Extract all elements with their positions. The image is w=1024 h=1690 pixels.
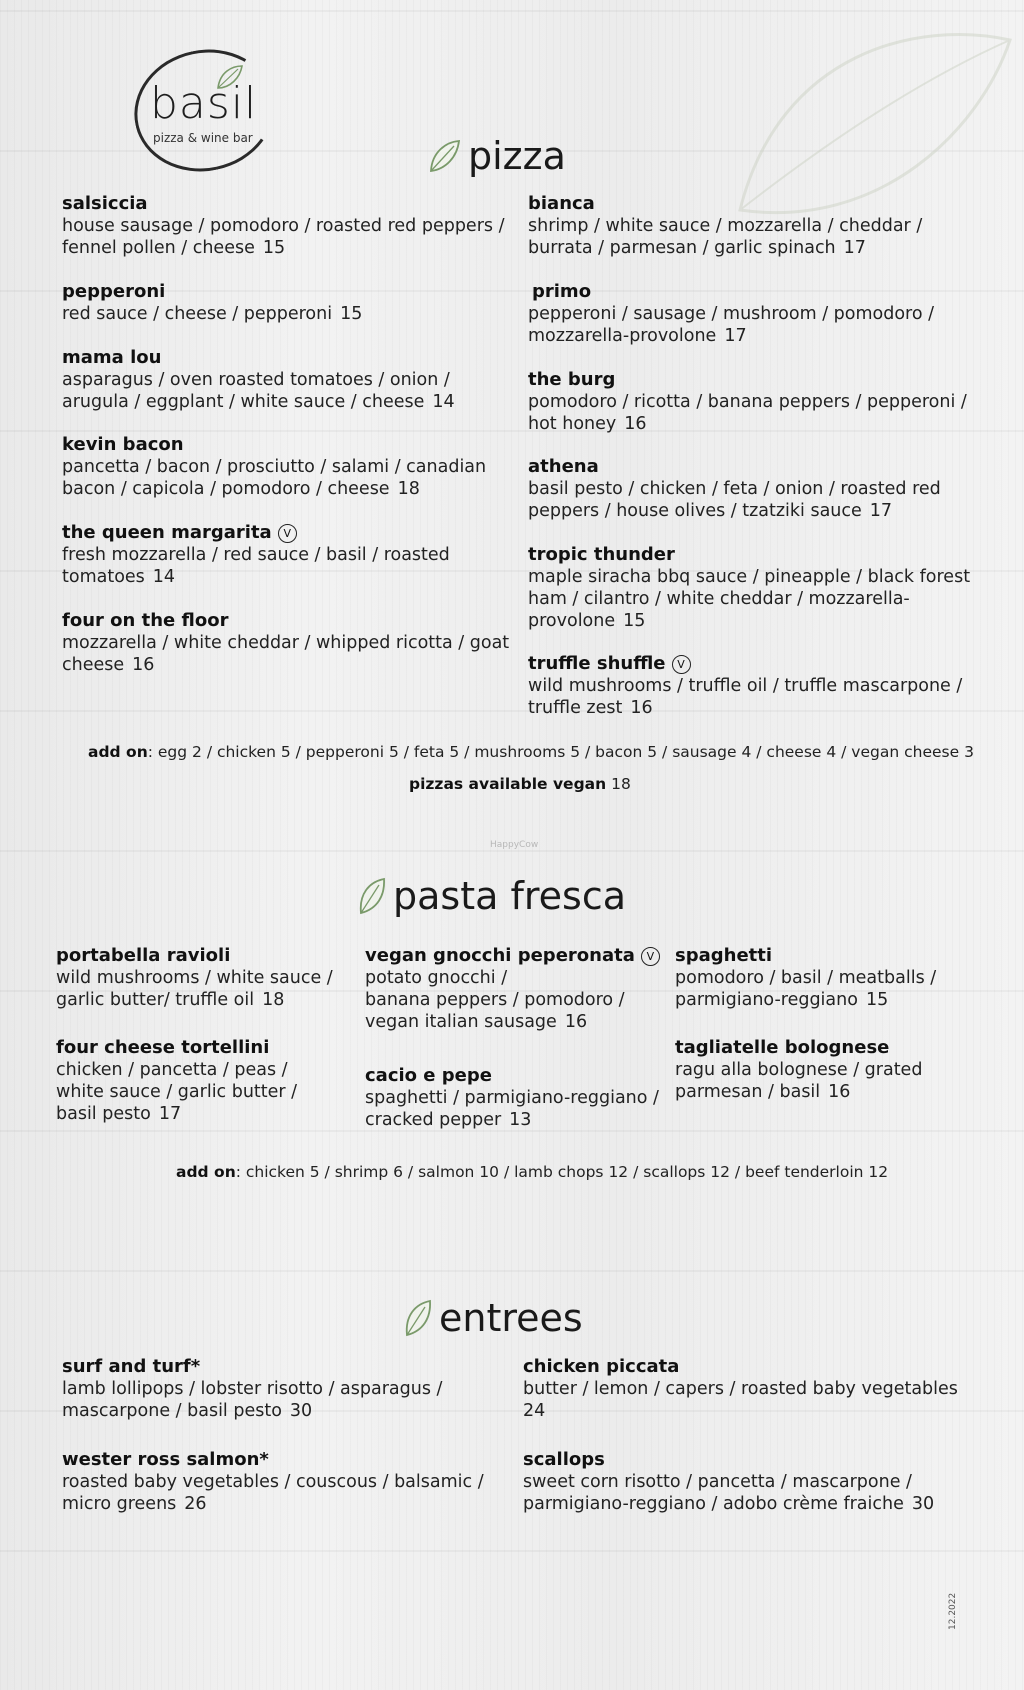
basil-leaf-icon [428,138,462,174]
item-description: pepperoni / sausage / mushroom / pomodoro / [528,304,935,324]
vegan-icon: V [641,947,660,966]
item-description: parmesan / basil 16 [675,1082,851,1102]
item-description: vegan italian sausage 16 [365,1012,588,1032]
item-description: truffle zest 16 [528,698,653,718]
item-price: 30 [911,1494,935,1514]
item-price: 14 [152,567,176,587]
item-description: burrata / parmesan / garlic spinach 17 [528,238,866,258]
addon-label: add on [88,743,148,761]
logo-wordmark: basil [150,78,258,129]
menu-item [62,347,455,413]
item-price: 17 [869,501,893,521]
vegan-icon: V [278,524,297,543]
item-price: 30 [289,1401,313,1421]
date-code: 12.2022 [948,1592,958,1630]
item-description [523,1400,958,1422]
item-description: shrimp / white sauce / mozzarella / cheddar / [528,216,923,236]
item-description: maple siracha bbq sauce / pineapple / black forest [528,567,971,587]
item-name: surf and turf* [62,1356,201,1377]
item-name: truffle shuffle V [528,653,962,675]
item-description: mascarpone / basil pesto 30 [62,1401,313,1421]
item-price: 26 [184,1494,207,1514]
menu-item [365,945,660,1033]
pasta-section-title [357,874,626,918]
item-description: house sausage / pomodoro / roasted red peppers / [62,216,505,236]
item-price: 16 [564,1012,588,1032]
item-description: micro greens 26 [62,1494,207,1514]
item-description: pomodoro / ricotta / banana peppers / pepperoni / [528,392,967,412]
menu-item [62,522,450,588]
item-description: lamb lollipops / lobster risotto / asparagus / [62,1379,443,1399]
item-name: bianca [528,193,595,214]
item-description: butter / lemon / capers / roasted baby vegetables [523,1379,958,1399]
menu-item [523,1356,958,1422]
menu-item [528,653,962,719]
item-name: cacio e pepe [365,1065,492,1086]
item-description: basil pesto / chicken / feta / onion / roasted red [528,479,941,499]
item-name: scallops [523,1449,605,1470]
item-price: 15 [340,304,363,324]
menu-item [528,281,934,347]
menu-item [528,193,922,259]
item-name: four cheese tortellini [56,1037,270,1058]
item-description: ragu alla bolognese / grated [675,1060,923,1080]
item-price: 16 [630,698,653,718]
item-description: pomodoro / basil / meatballs / [675,968,937,988]
menu-item [365,1065,659,1131]
item-price: 16 [828,1082,851,1102]
pizza-vegan-line [409,775,631,793]
watermark: HappyCow [490,840,539,850]
menu-item [528,369,967,435]
item-description: wild mushrooms / white sauce / [56,968,333,988]
item-name: the burg [528,369,616,390]
item-description: provolone 15 [528,611,646,631]
menu-item [62,281,362,325]
item-price: 24 [523,1401,546,1421]
pizza-section-title [428,134,566,178]
item-description: mozzarella / white cheddar / whipped ricotta / goat [62,633,510,653]
item-description: hot honey 16 [528,414,647,434]
item-description: cracked pepper 13 [365,1110,532,1130]
item-price: 16 [132,655,155,675]
item-name: kevin bacon [62,434,184,455]
item-description: spaghetti / parmigiano-reggiano / [365,1088,659,1108]
item-name: vegan gnocchi peperonata V [365,945,660,967]
item-name: pepperoni [62,281,166,302]
item-description: peppers / house olives / tzatziki sauce 17 [528,501,893,521]
item-description: asparagus / oven roasted tomatoes / onion / [62,370,450,390]
item-description: white sauce / garlic butter / [56,1082,298,1102]
item-price: 17 [158,1104,182,1124]
item-price: 17 [724,326,747,346]
item-description: ham / cilantro / white cheddar / mozzarella- [528,589,910,609]
menu-item [62,434,486,500]
item-name: four on the floor [62,610,229,631]
item-price: 16 [624,414,647,434]
menu-item [675,1037,922,1103]
item-name: salsiccia [62,193,148,214]
item-description: garlic butter/ truffle oil 18 [56,990,285,1010]
menu-item [523,1449,934,1515]
item-price: 15 [623,611,646,631]
basil-leaf-icon [357,876,387,916]
item-description: fennel pollen / cheese 15 [62,238,286,258]
pasta-title-text: pasta fresca [393,874,626,918]
item-name: tropic thunder [528,544,675,565]
vegan-label: pizzas available vegan [409,775,607,793]
pizza-addon-line [88,743,974,761]
item-description: red sauce / cheese / pepperoni 15 [62,304,363,324]
vegan-icon: V [672,655,691,674]
item-name: portabella ravioli [56,945,231,966]
menu-item [62,610,509,676]
addon-text: : egg 2 / chicken 5 / pepperoni 5 / feta 5 / mushrooms 5 / bacon 5 / sausage 4 / cheese 4 / vegan cheese 3 [147,743,974,761]
item-name: spaghetti [675,945,773,966]
menu-item [62,1449,484,1515]
addon-label: add on [176,1163,236,1181]
item-description: cheese 16 [62,655,155,675]
item-description: mozzarella-provolone 17 [528,326,747,346]
pasta-addon-line [176,1163,888,1181]
item-name: athena [528,456,599,477]
item-description: arugula / eggplant / white sauce / cheese 14 [62,392,455,412]
item-price: 17 [843,238,866,258]
item-description: pancetta / bacon / prosciutto / salami / canadian [62,457,487,477]
item-description: bacon / capicola / pomodoro / cheese 18 [62,479,420,499]
item-price: 18 [397,479,420,499]
menu-item [56,1037,297,1125]
item-price: 18 [262,990,285,1010]
item-price: 15 [865,990,889,1010]
item-description: basil pesto 17 [56,1104,182,1124]
item-description: parmigiano-reggiano 15 [675,990,889,1010]
item-description: roasted baby vegetables / couscous / balsamic / [62,1472,484,1492]
pizza-title-text: pizza [468,134,566,178]
item-price: 14 [432,392,455,412]
item-description: parmigiano-reggiano / adobo crème fraiche 30 [523,1494,935,1514]
vegan-price: 18 [611,775,631,793]
basil-leaf-icon [403,1298,433,1338]
item-name: primo [532,281,592,302]
item-description: tomatoes 14 [62,567,176,587]
item-name: the queen margarita V [62,522,450,544]
menu-item [528,456,941,522]
logo-leaf-icon [216,64,244,90]
menu-item [56,945,333,1011]
item-description: banana peppers / pomodoro / [365,990,625,1010]
menu-item [62,193,504,259]
item-description: sweet corn risotto / pancetta / mascarpone / [523,1472,912,1492]
item-description: chicken / pancetta / peas / [56,1060,288,1080]
item-price: 15 [262,238,286,258]
menu-item [675,945,936,1011]
menu-item [528,544,970,632]
item-name: tagliatelle bolognese [675,1037,890,1058]
addon-text: : chicken 5 / shrimp 6 / salmon 10 / lamb chops 12 / scallops 12 / beef tenderloin 12 [235,1163,889,1181]
entrees-title-text: entrees [439,1296,583,1340]
item-name: chicken piccata [523,1356,680,1377]
item-name: wester ross salmon* [62,1449,269,1470]
item-description: fresh mozzarella / red sauce / basil / roasted [62,545,450,565]
item-description: wild mushrooms / truffle oil / truffle mascarpone / [528,676,963,696]
item-description: potato gnocchi / [365,968,508,988]
logo-subtitle: pizza & wine bar [153,131,253,145]
item-name: mama lou [62,347,162,368]
entrees-section-title [403,1296,583,1340]
item-price: 13 [509,1110,532,1130]
menu-item [62,1356,442,1422]
